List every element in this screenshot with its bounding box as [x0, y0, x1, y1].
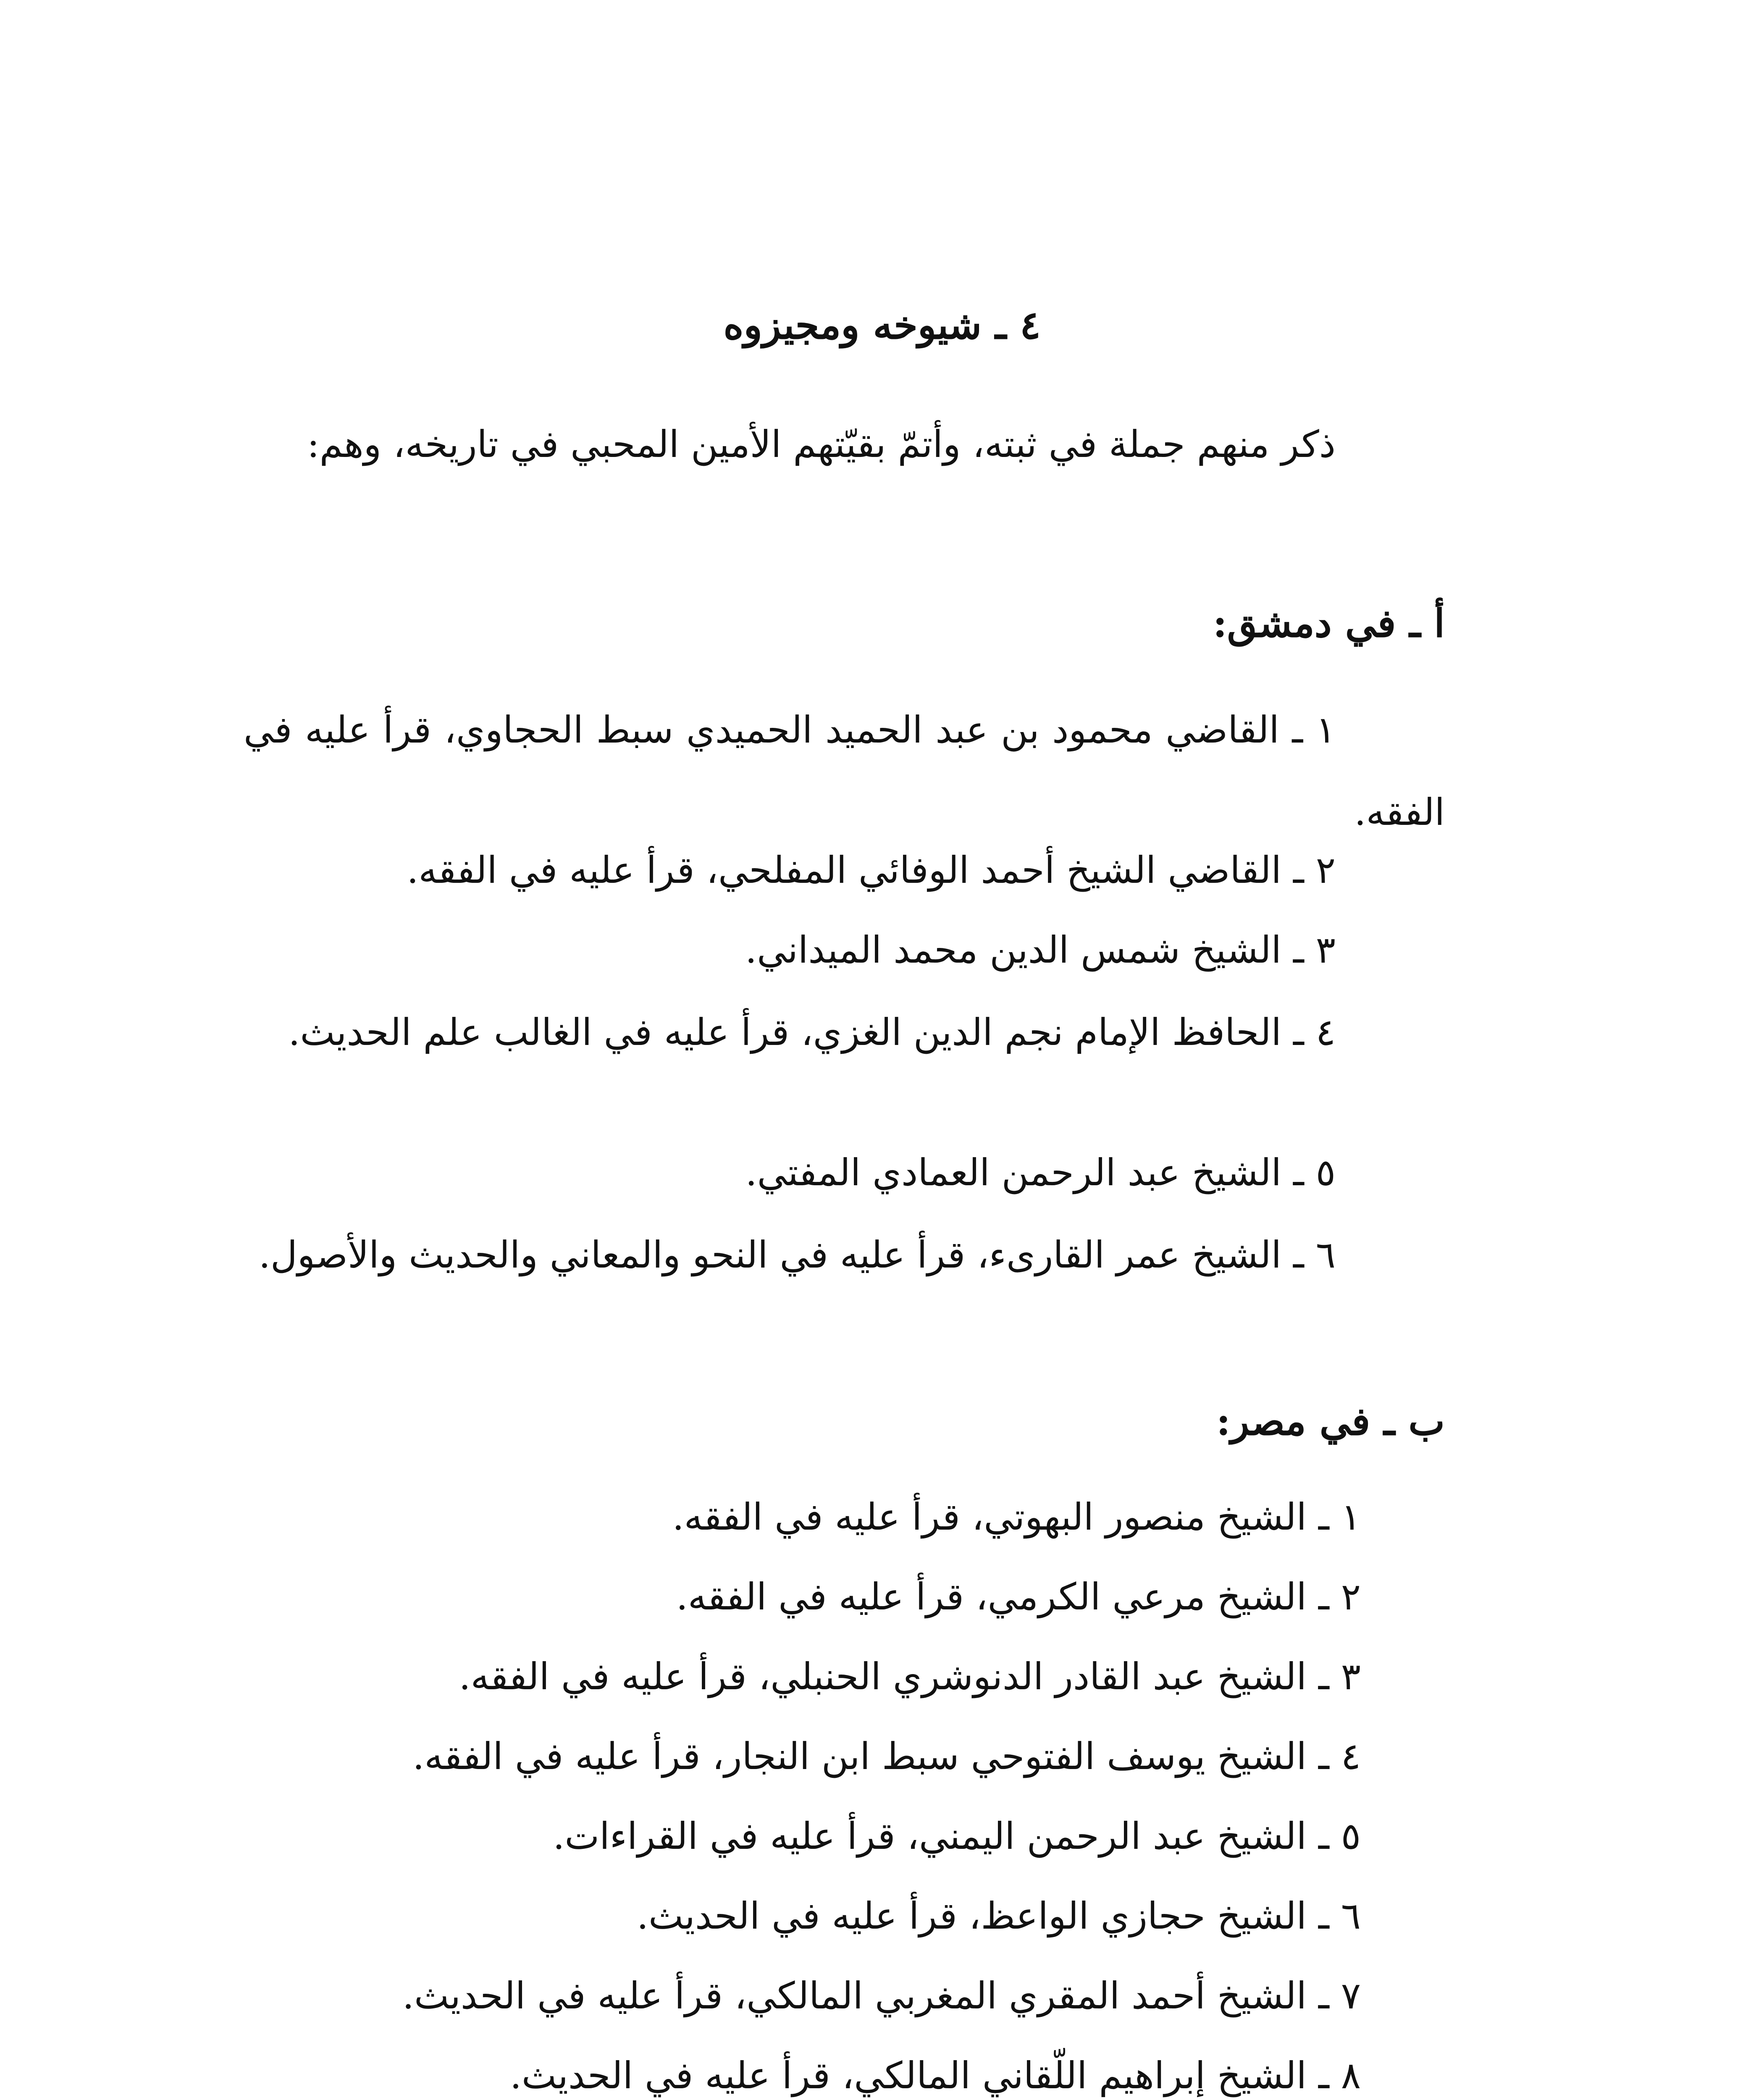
egypt-item-5: ٥ ـ الشيخ عبد الرحمن اليمني، قرأ عليه في القراءات. [553, 1814, 1361, 1858]
egypt-item-1: ١ ـ الشيخ منصور البهوتي، قرأ عليه في الفقه. [672, 1495, 1361, 1538]
egypt-item-8: ٨ ـ الشيخ إبراهيم اللّقاني المالكي، قرأ عليه في الحديث. [509, 2054, 1361, 2097]
damascus-item-2: ٢ ـ القاضي الشيخ أحمد الوفائي المفلحي، قرأ عليه في الفقه. [407, 848, 1336, 892]
egypt-item-4: ٤ ـ الشيخ يوسف الفتوحي سبط ابن النجار، قرأ عليه في الفقه. [412, 1735, 1361, 1778]
egypt-item-6: ٦ ـ الشيخ حجازي الواعظ، قرأ عليه في الحديث. [637, 1894, 1361, 1937]
egypt-item-3: ٣ ـ الشيخ عبد القادر الدنوشري الحنبلي، قرأ عليه في الفقه. [459, 1655, 1361, 1698]
damascus-item-6: ٦ ـ الشيخ عمر القارىء، قرأ عليه في النحو والمعاني والحديث والأصول. [258, 1233, 1336, 1276]
egypt-title: ب ـ في مصر: [1216, 1399, 1445, 1444]
egypt-item-2: ٢ ـ الشيخ مرعي الكرمي، قرأ عليه في الفقه. [676, 1575, 1361, 1618]
damascus-item-4: ٤ ـ الحافظ الإمام نجم الدين الغزي، قرأ عليه في الغالب علم الحديث. [288, 1011, 1336, 1054]
damascus-item-1: ١ ـ القاضي محمود بن عبد الحميد الحميدي سبط الحجاوي، قرأ عليه في الفقه. [244, 708, 1445, 834]
damascus-item-5: ٥ ـ الشيخ عبد الرحمن العمادي المفتي. [745, 1151, 1336, 1194]
section-heading: ٤ ـ شيوخه ومجيزوه [723, 302, 1041, 348]
damascus-item-3: ٣ ـ الشيخ شمس الدين محمد الميداني. [745, 928, 1336, 971]
intro-paragraph: ذكر منهم جملة في ثبته، وأتمّ بقيّتهم الأمين المحبي في تاريخه، وهم: [307, 423, 1336, 466]
damascus-title: أ ـ في دمشق: [1213, 601, 1445, 646]
egypt-item-7: ٧ ـ الشيخ أحمد المقري المغربي المالكي، قرأ عليه في الحديث. [402, 1974, 1361, 2017]
